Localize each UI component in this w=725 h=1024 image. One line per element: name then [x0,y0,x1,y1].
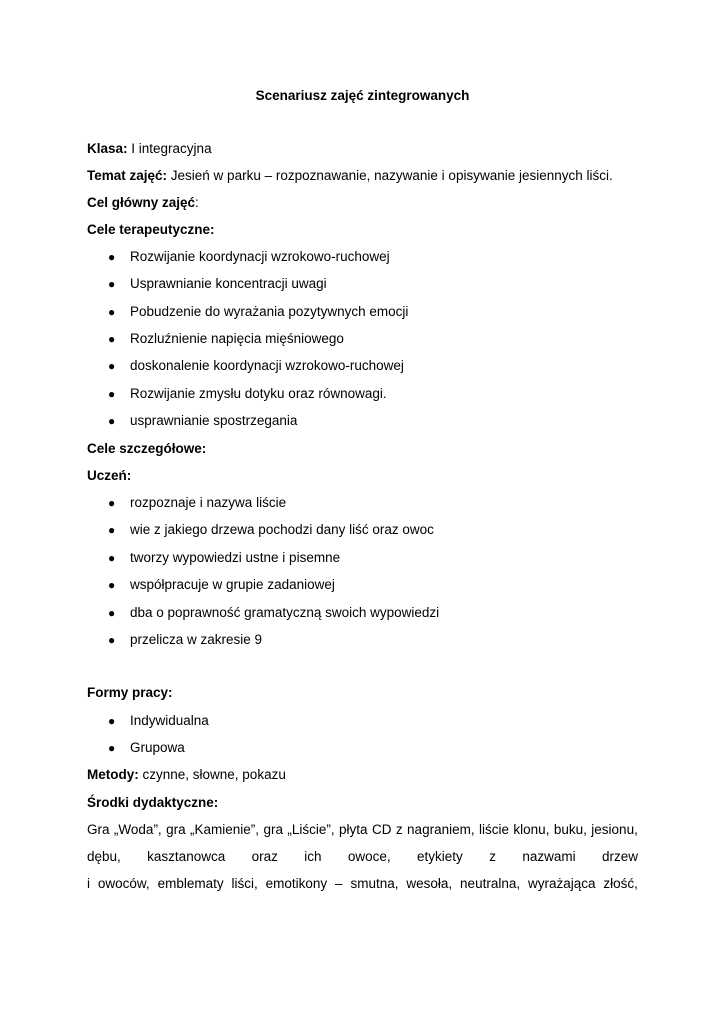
cel-terapeutyczny-item: Usprawnianie koncentracji uwagi [130,276,327,292]
word: klonu, [513,822,550,837]
word: buku, [553,822,587,837]
cel-terapeutyczny-item: usprawnianie spostrzegania [130,412,298,428]
cel-glowny-value: : [195,195,199,210]
bullet-icon: ● [108,413,116,428]
cel-szczegolowy-item: współpracuje w grupie zadaniowej [130,577,335,593]
word: „Woda”, [113,822,162,837]
cel-szczegolowy-item: przelicza w zakresie 9 [130,632,263,647]
cele-szczegolowe-heading: Cele szczegółowe: [87,441,207,456]
temat-value: Jesień w parku – rozpoznawanie, nazywanie i opisywanie jesiennych liści. [167,168,613,183]
klasa-value: I integracyjna [127,141,212,156]
word: płyta [339,822,368,837]
metody-label: Metody: [87,767,139,782]
klasa-label: Klasa: [87,141,128,156]
metody-value: czynne, słowne, pokazu [138,767,286,782]
word: neutralna, [460,876,521,891]
klasa-line [87,141,212,156]
temat-line [87,168,613,183]
bullet-icon: ● [108,605,116,620]
word: z [395,822,403,837]
srodki-line-1 [87,822,638,837]
forma-pracy-item: Indywidualna [130,713,209,728]
bullet-icon: ● [108,633,116,647]
srodki-heading: Środki dydaktyczne: [87,795,219,810]
document-title: Scenariusz zajęć zintegrowanych [255,88,470,103]
word: owoce, [347,849,391,864]
word: ich [304,849,322,864]
cel-terapeutyczny-item: Pobudzenie do wyrażania pozytywnych emocji [130,303,409,319]
metody-line [87,767,286,782]
word: liście [479,822,510,837]
word: Gra [87,822,110,837]
bullet-icon: ● [108,250,116,264]
word: nazwami [522,849,576,864]
word: z [489,849,496,864]
bullet-icon: ● [108,578,116,593]
bullet-icon: ● [108,523,116,538]
word: drzew [601,849,638,864]
cel-glowny-label: Cel główny zajęć [87,195,196,210]
word: owoców, [97,876,150,891]
temat-label: Temat zajęć: [87,168,168,183]
word: wesoła, [406,876,453,891]
word: „Liście”, [287,822,335,837]
word: gra [263,822,283,837]
cel-szczegolowy-item: tworzy wypowiedzi ustne i pisemne [130,549,341,565]
cel-terapeutyczny-item: Rozwijanie koordynacji wzrokowo-ruchowej [130,249,390,264]
bullet-icon: ● [108,304,116,319]
word: oraz [251,849,278,864]
cele-terapeutyczne-heading: Cele terapeutyczne: [87,222,215,237]
cel-szczegolowy-item: rozpoznaje i nazywa liście [130,495,287,510]
bullet-icon: ● [108,550,116,565]
word: liści, [231,876,258,891]
word: kasztanowca [147,849,226,864]
bullet-icon: ● [108,331,116,346]
cel-glowny-line [87,195,199,210]
cel-terapeutyczny-item: Rozluźnienie napięcia mięśniowego [130,330,344,346]
word: smutna, [350,876,399,891]
word: nagraniem, [407,822,475,837]
bullet-icon: ● [108,741,116,755]
bullet-icon: ● [108,386,116,401]
forma-pracy-item: Grupowa [130,740,185,755]
bullet-icon: ● [108,359,116,374]
word: dębu, [87,849,121,864]
srodki-line-3 [87,876,638,891]
word: etykiety [417,849,463,864]
cel-terapeutyczny-item: doskonalenie koordynacji wzrokowo-ruchowej [130,358,404,374]
word: wyrażająca [527,876,596,891]
cel-terapeutyczny-item: Rozwijanie zmysłu dotyku oraz równowagi. [130,385,387,401]
bullet-icon: ● [108,714,116,728]
word: „Kamienie”, [190,822,260,837]
formy-pracy-heading: Formy pracy: [87,685,173,700]
bullet-icon: ● [108,277,116,292]
word: i [87,876,90,891]
uczen-subheading: Uczeń: [87,468,132,483]
word: CD [371,822,392,837]
word: emblematy [157,876,224,891]
cel-szczegolowy-item: wie z jakiego drzewa pochodzi dany liść oraz owoc [130,522,434,538]
bullet-icon: ● [108,496,116,510]
word: złość, [603,876,638,891]
word: jesionu, [591,822,638,837]
cel-szczegolowy-item: dba o poprawność gramatyczną swoich wypowiedzi [130,604,440,620]
word: gra [166,822,186,837]
word: emotikony [265,876,328,891]
srodki-line-2 [87,849,638,864]
word: – [335,876,343,891]
